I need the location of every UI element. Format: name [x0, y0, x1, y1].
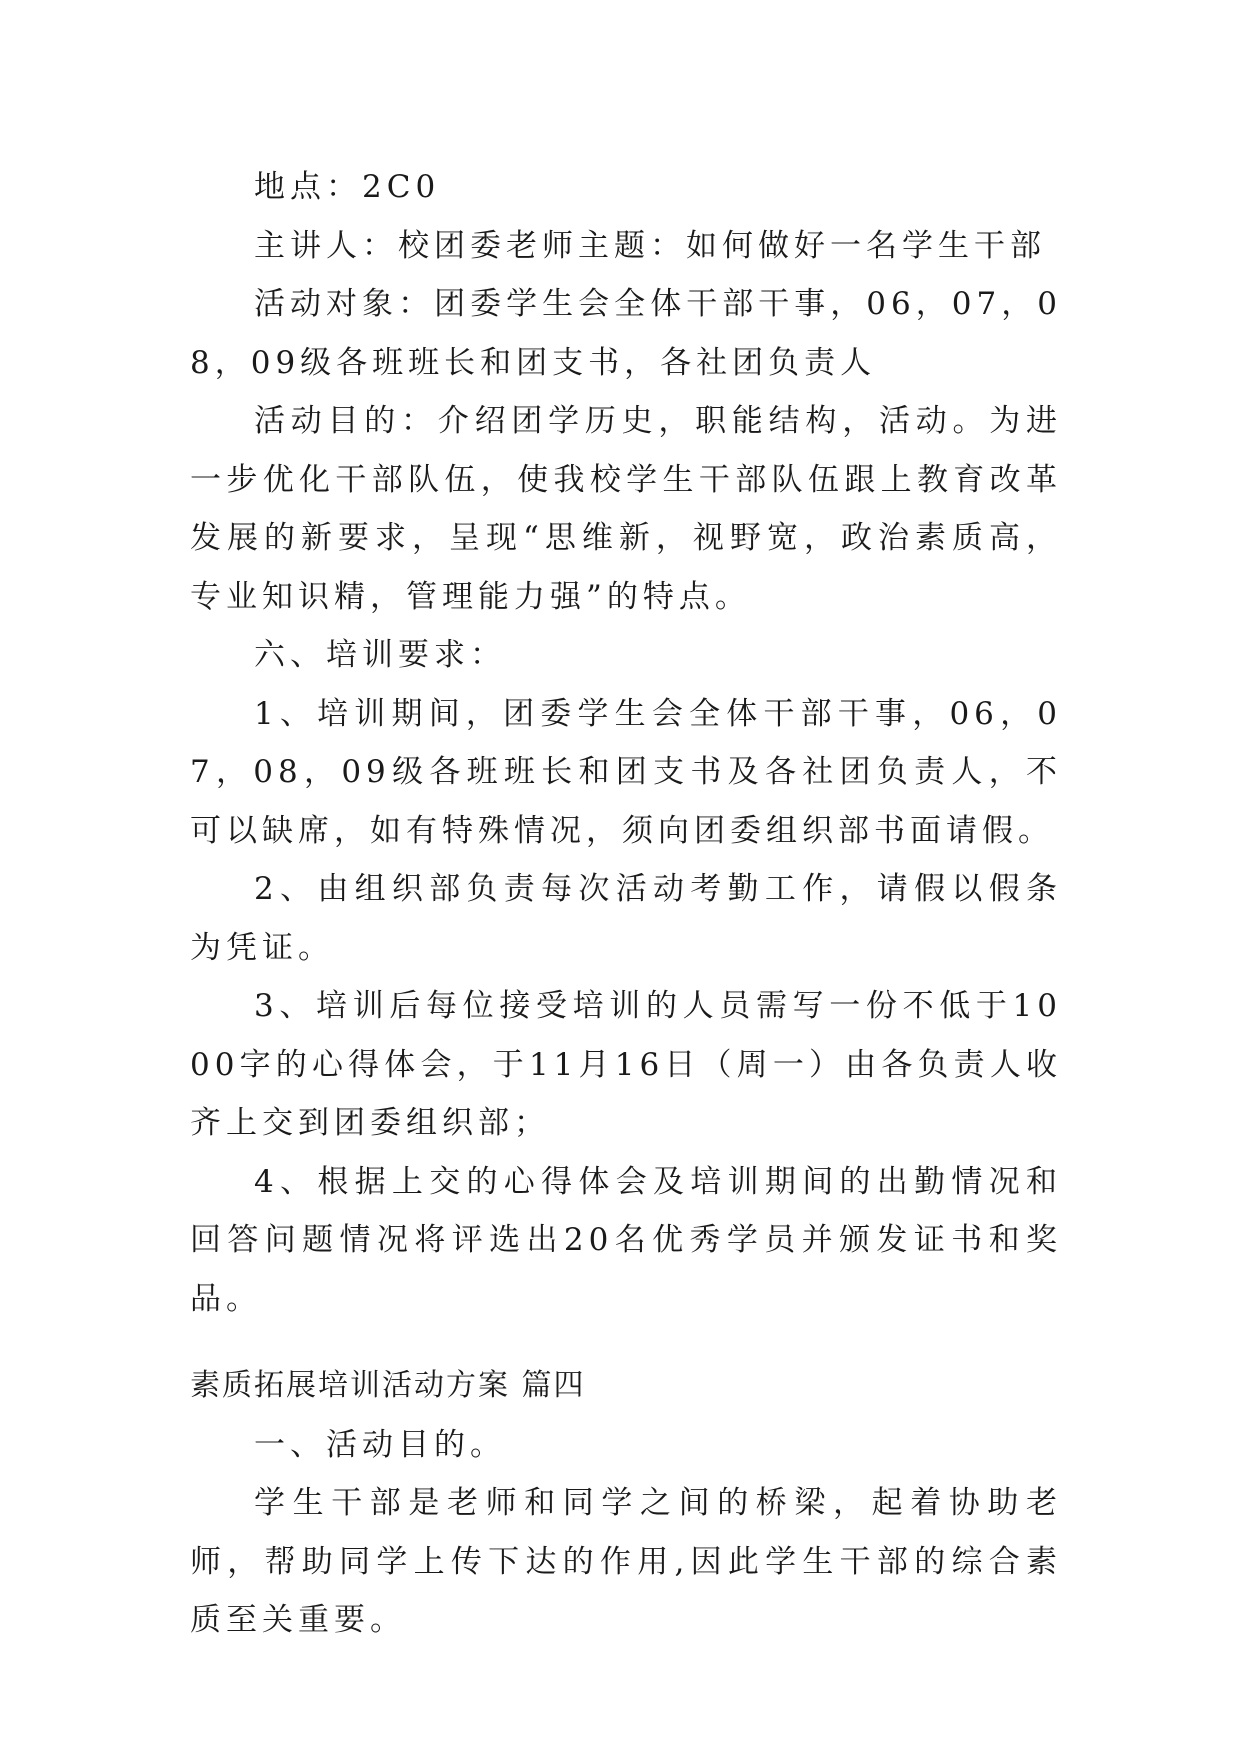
- paragraph-requirement-1: 1、培训期间，团委学生会全体干部干事，06，07，08，09级各班班长和团支书及各社团负责人，不可以缺席，如有特殊情况，须向团委组织部书面请假。: [190, 695, 1062, 849]
- paragraph-requirement-4: 4、根据上交的心得体会及培训期间的出勤情况和回答问题情况将评选出20名优秀学员并颁发证书和奖品。: [190, 1163, 1062, 1317]
- paragraph-audience: 活动对象：团委学生会全体干部干事，06，07，08，09级各班班长和团支书，各社团负责人: [190, 286, 1062, 381]
- paragraph-purpose: 活动目的：介绍团学历史，职能结构，活动。为进一步优化干部队伍，使我校学生干部队伍跟上教育改革发展的新要求，呈现“思维新，视野宽，政治素质高，专业知识精，管理能力强”的特点。: [190, 403, 1062, 615]
- document-body: [190, 158, 1062, 1650]
- paragraph-requirements-heading: 六、培训要求：: [254, 637, 506, 673]
- paragraph-speaker-topic: 主讲人：校团委老师主题：如何做好一名学生干部: [254, 227, 1046, 264]
- paragraph-requirement-3: 3、培训后每位接受培训的人员需写一份不低于1000字的心得体会，于11月16日（周一）由各负责人收齐上交到团委组织部；: [190, 988, 1062, 1141]
- paragraph-requirement-2: 2、由组织部负责每次活动考勤工作，请假以假条为凭证。: [190, 871, 1062, 966]
- section-heading: 素质拓展培训活动方案 篇四: [190, 1368, 586, 1403]
- paragraph-activity-purpose: 学生干部是老师和同学之间的桥梁，起着协助老师，帮助同学上传下达的作用,因此学生干部的综合素质至关重要。: [190, 1485, 1062, 1638]
- paragraph-activity-purpose-heading: 一、活动目的。: [254, 1426, 506, 1463]
- paragraph-location: 地点：2C0: [254, 169, 441, 205]
